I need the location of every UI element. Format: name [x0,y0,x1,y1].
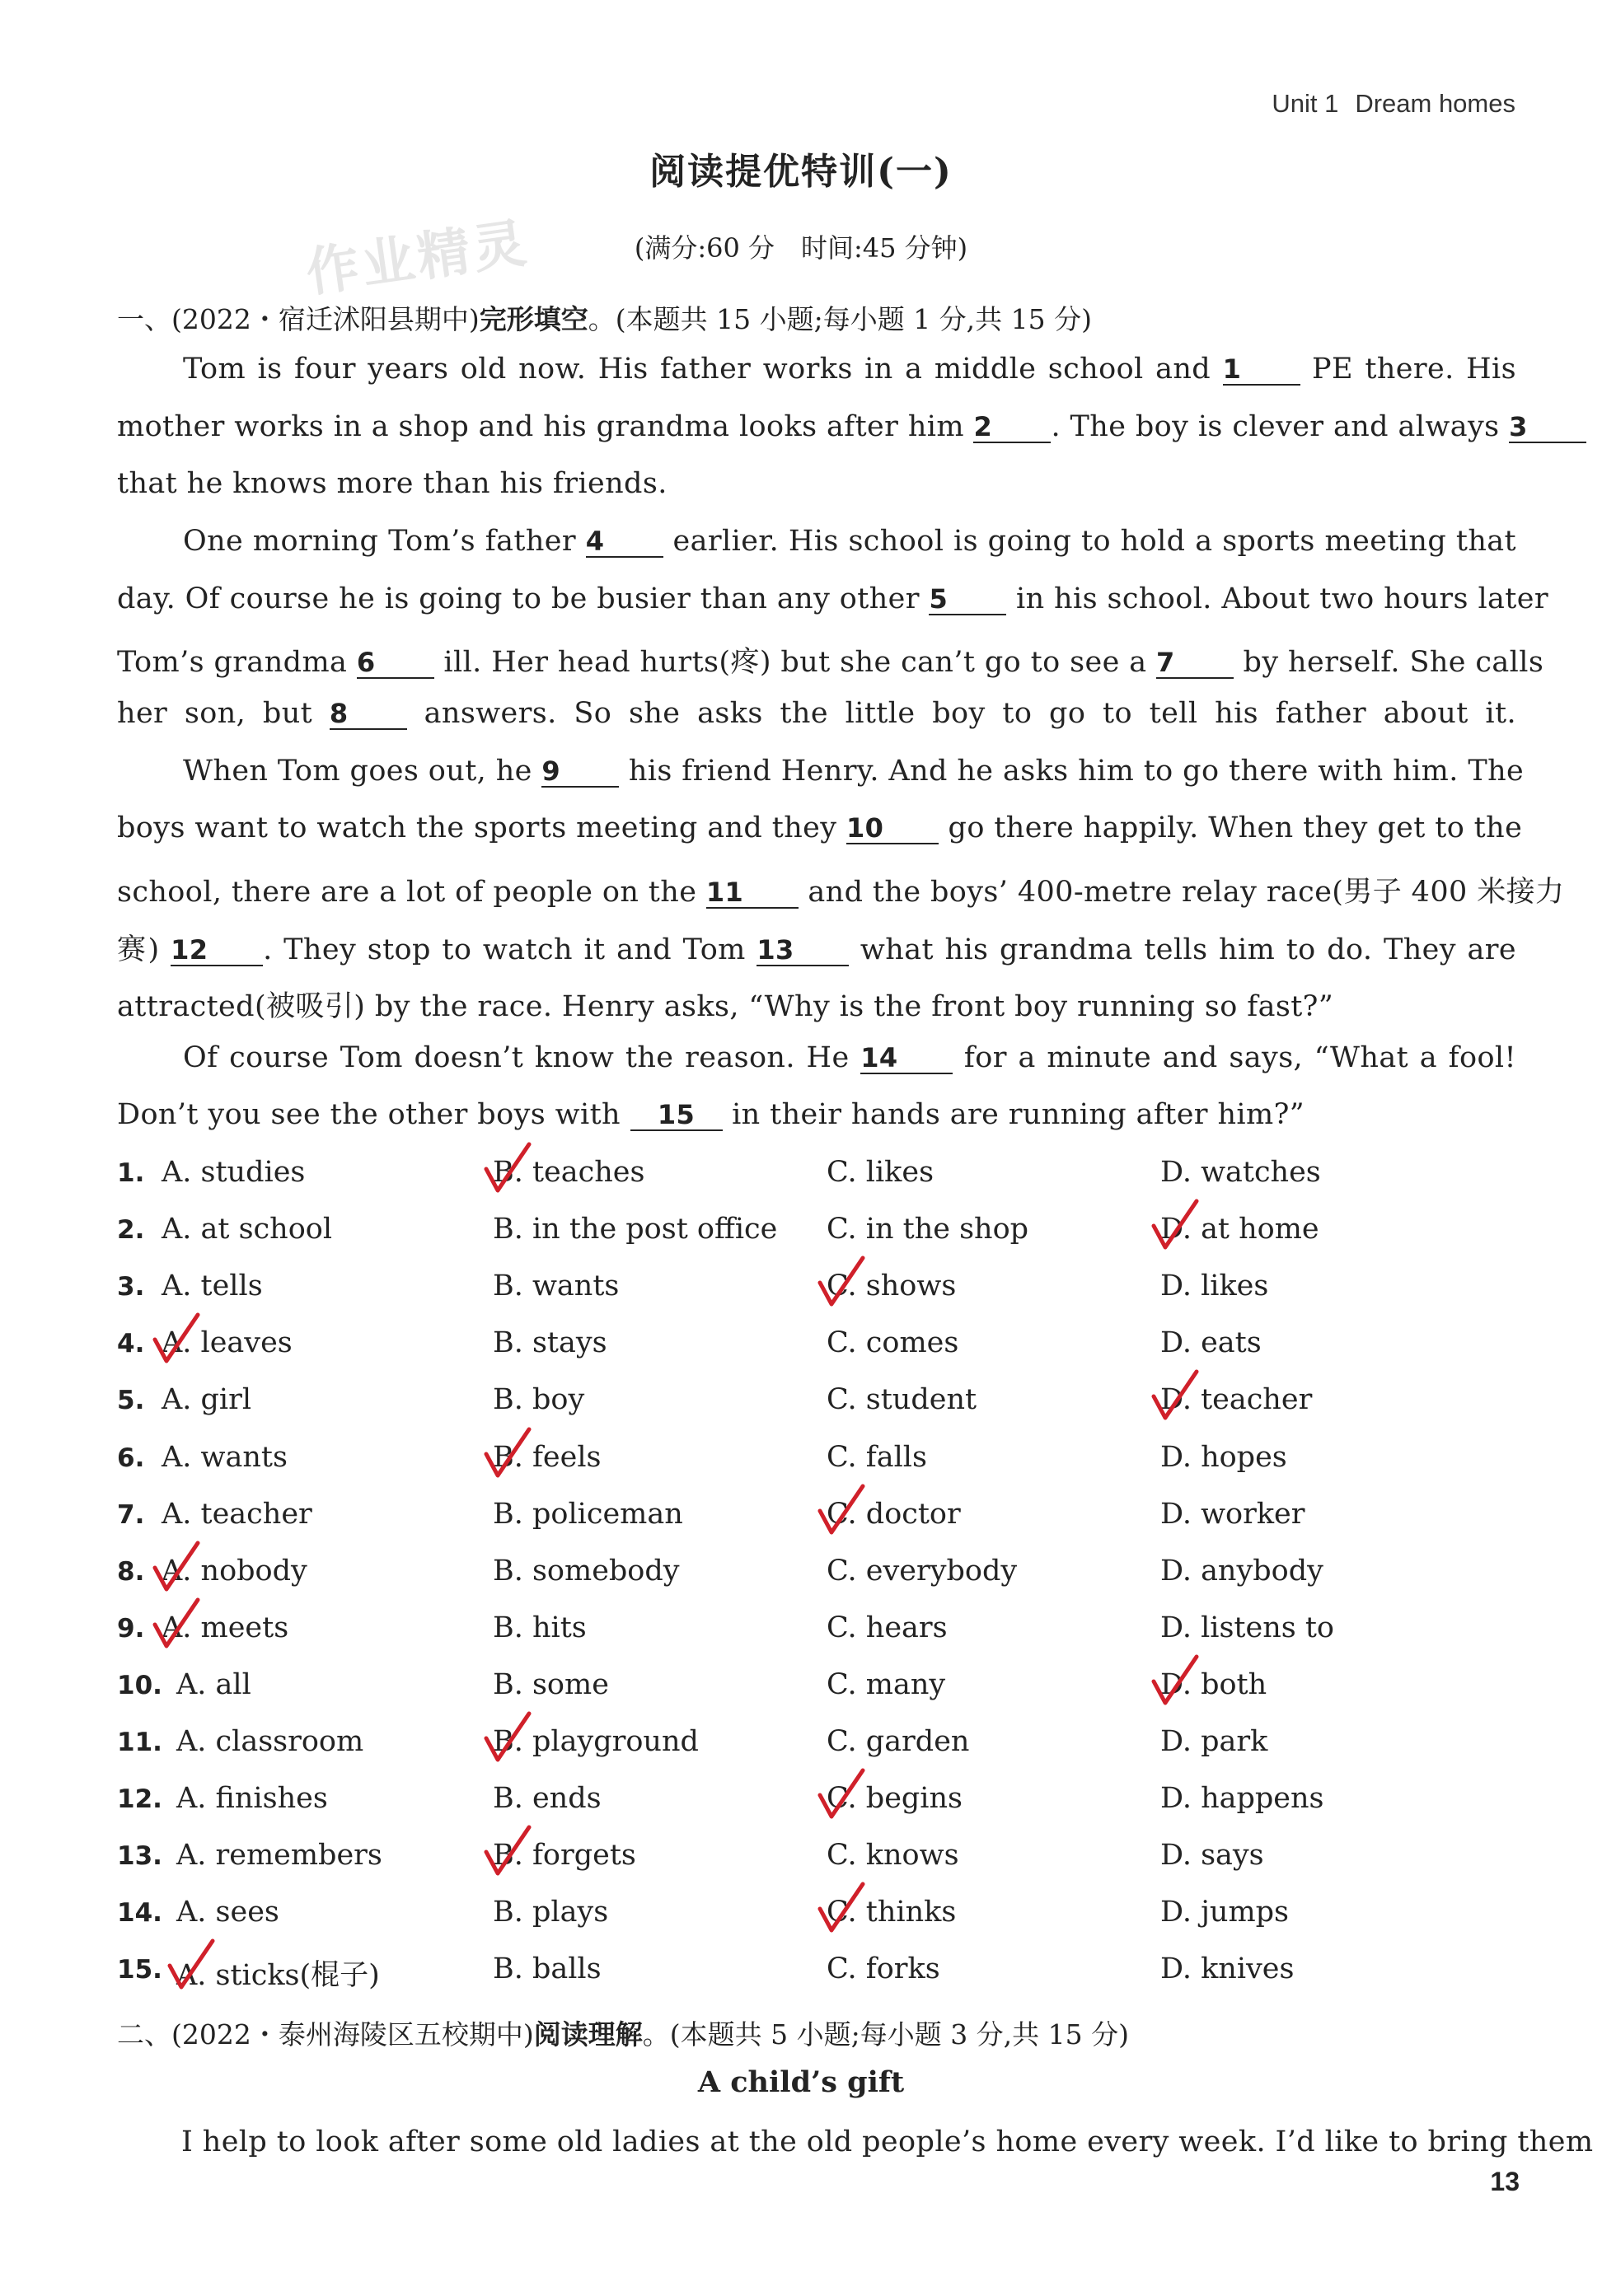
blank-6: 6 [357,649,434,679]
cloze-line-10: school, there are a lot of people on the 11 and the boys’ 400-metre relay race(男子 400 米接力 [117,876,1565,909]
option-8-c[interactable]: C. everybody [827,1555,1018,1588]
cloze-line-1: Tom is four years old now. His father works in a middle school and 1 PE there. His [183,353,1516,386]
story-line-1: I help to look after some old ladies at the old people’s home every week. I’d like to bring them [181,2125,1594,2158]
option-13-a[interactable]: A. remembers [176,1839,382,1872]
option-3-d[interactable]: D. likes [1160,1270,1269,1302]
section-1-rules: 。(本题共 15 小题;每小题 1 分,共 15 分) [588,303,1093,335]
score-time-info: (满分:60 分 时间:45 分钟) [634,232,968,264]
option-3-c[interactable]: C. shows [827,1270,957,1302]
option-10-a[interactable]: A. all [176,1668,251,1701]
option-number: 5. [117,1386,145,1415]
option-15-b[interactable]: B. balls [493,1952,602,1985]
option-number: 10. [117,1671,162,1700]
option-4-b[interactable]: B. stays [493,1326,607,1359]
option-number: 6. [117,1443,145,1473]
option-2-c[interactable]: C. in the shop [827,1213,1029,1246]
option-7-b[interactable]: B. policeman [493,1498,683,1531]
section-2-rules: 。(本题共 5 小题;每小题 3 分,共 15 分) [642,2018,1130,2051]
cloze-line-8: When Tom goes out, he 9 his friend Henry. And he asks him to go there with him. The [183,755,1525,788]
cloze-line-4: One morning Tom’s father 4 earlier. His school is going to hold a sports meeting that [183,525,1516,558]
option-1-b[interactable]: B. teaches [493,1156,645,1189]
page-number: 13 [1490,2167,1520,2196]
option-15-d[interactable]: D. knives [1160,1952,1295,1985]
blank-3: 3 [1509,414,1586,443]
section-1-heading [117,298,1092,337]
option-12-a[interactable]: A. finishes [176,1782,328,1815]
check-mark-icon [815,1881,868,1937]
option-5-d[interactable]: D. teacher [1160,1383,1313,1416]
blank-8: 8 [330,700,407,730]
option-6-b[interactable]: B. feels [493,1441,602,1474]
option-4-a[interactable]: A. leaves [162,1326,293,1359]
option-14-b[interactable]: B. plays [493,1896,609,1929]
option-number: 9. [117,1614,145,1644]
running-header [1272,89,1515,119]
option-3-b[interactable]: B. wants [493,1270,620,1302]
option-8-a[interactable]: A. nobody [162,1555,307,1588]
option-10-b[interactable]: B. some [493,1668,609,1701]
option-number: 13. [117,1841,162,1871]
check-mark-icon [815,1255,868,1311]
option-7-c[interactable]: C. doctor [827,1498,961,1531]
blank-1: 1 [1223,356,1300,386]
option-4-c[interactable]: C. comes [827,1326,959,1359]
option-2-a[interactable]: A. at school [162,1213,333,1246]
option-number: 8. [117,1557,145,1587]
check-mark-icon [481,1710,534,1766]
section-1-source: 一、(2022・宿迁沭阳县期中) [117,303,480,335]
cloze-line-13: Of course Tom doesn’t know the reason. He 14 for a minute and says, “What a fool! [183,1041,1516,1074]
cloze-line-14: Don’t you see the other boys with 15 in their hands are running after him?” [117,1098,1305,1131]
cloze-line-9: boys want to watch the sports meeting and they 10 go there happily. When they get to the [117,811,1523,844]
section-2-heading [117,2013,1129,2052]
check-mark-icon [481,1426,534,1482]
option-11-b[interactable]: B. playground [493,1725,699,1758]
option-11-c[interactable]: C. garden [827,1725,970,1758]
option-6-d[interactable]: D. hopes [1160,1441,1287,1474]
cloze-line-3: that he knows more than his friends. [117,467,668,500]
option-13-b[interactable]: B. forgets [493,1839,636,1872]
option-number: 11. [117,1728,162,1757]
check-mark-icon [1149,1198,1202,1254]
option-3-a[interactable]: A. tells [162,1270,263,1302]
check-mark-icon [815,1483,868,1539]
option-9-a[interactable]: A. meets [162,1611,289,1644]
section-2-source: 二、(2022・泰州海陵区五校期中) [117,2018,534,2051]
option-6-a[interactable]: A. wants [162,1441,288,1474]
check-mark-icon [481,1824,534,1880]
page-title: 阅读提优特训(一) [649,151,953,193]
option-9-d[interactable]: D. listens to [1160,1611,1334,1644]
cloze-line-5: day. Of course he is going to be busier than any other 5 in his school. About two hours later [117,582,1549,615]
blank-7: 7 [1156,649,1234,679]
check-mark-icon [1149,1368,1202,1424]
option-4-d[interactable]: D. eats [1160,1326,1262,1359]
option-7-d[interactable]: D. worker [1160,1498,1305,1531]
option-number: 1. [117,1158,145,1188]
option-12-d[interactable]: D. happens [1160,1782,1324,1815]
cloze-line-2: mother works in a shop and his grandma looks after him 2 . The boy is clever and always 3 [117,410,1516,443]
blank-13: 13 [756,937,849,966]
cloze-line-11: 赛) 12 . They stop to watch it and Tom 13 what his grandma tells him to do. They are [117,933,1517,966]
option-5-b[interactable]: B. boy [493,1383,585,1416]
cloze-line-7: her son, but 8 answers. So she asks the little boy to go to tell his father about it. [117,697,1517,730]
option-5-a[interactable]: A. girl [162,1383,252,1416]
option-11-a[interactable]: A. classroom [176,1725,364,1758]
option-1-a[interactable]: A. studies [162,1156,306,1189]
check-mark-icon [150,1312,203,1368]
cloze-line-12: attracted(被吸引) by the race. Henry asks, “Why is the front boy running so fast?” [117,990,1334,1023]
option-number: 14. [117,1898,162,1928]
check-mark-icon [481,1141,534,1197]
unit-label: Unit 1 [1272,89,1339,118]
blank-14: 14 [860,1045,953,1074]
option-number: 2. [117,1215,145,1245]
option-number: 7. [117,1500,145,1530]
blank-9: 9 [541,758,619,788]
option-10-d[interactable]: D. both [1160,1668,1267,1701]
option-9-b[interactable]: B. hits [493,1611,587,1644]
check-mark-icon [815,1767,868,1823]
check-mark-icon [150,1597,203,1653]
section-2-type: 阅读理解 [533,2018,643,2051]
section-1-type: 完形填空 [479,303,588,335]
option-6-c[interactable]: C. falls [827,1441,927,1474]
option-number: 3. [117,1272,145,1302]
option-number: 4. [117,1329,145,1358]
option-2-b[interactable]: B. in the post office [493,1213,778,1246]
option-14-a[interactable]: A. sees [176,1896,279,1929]
unit-topic: Dream homes [1355,89,1515,118]
option-12-b[interactable]: B. ends [493,1782,602,1815]
option-1-d[interactable]: D. watches [1160,1156,1321,1189]
option-12-c[interactable]: C. begins [827,1782,963,1815]
blank-5: 5 [929,586,1006,615]
option-5-c[interactable]: C. student [827,1383,977,1416]
check-mark-icon [1149,1653,1202,1709]
option-1-c[interactable]: C. likes [827,1156,934,1189]
blank-2: 2 [973,414,1051,443]
option-number: 15. [117,1955,162,1985]
watermark-logo: 作业精灵 [302,212,533,305]
story-title: A child’s gift [697,2065,905,2099]
option-9-c[interactable]: C. hears [827,1611,948,1644]
blank-11: 11 [706,879,799,909]
check-mark-icon [165,1938,218,1994]
option-15-a[interactable]: A. sticks(棍子) [176,1959,380,1992]
option-10-c[interactable]: C. many [827,1668,946,1701]
option-15-c[interactable]: C. forks [827,1952,940,1985]
option-2-d[interactable]: D. at home [1160,1213,1319,1246]
option-8-b[interactable]: B. somebody [493,1555,680,1588]
check-mark-icon [150,1540,203,1596]
option-8-d[interactable]: D. anybody [1160,1555,1323,1588]
option-14-d[interactable]: D. jumps [1160,1896,1290,1929]
blank-4: 4 [586,528,663,558]
option-14-c[interactable]: C. thinks [827,1896,957,1929]
blank-12: 12 [171,937,263,966]
cloze-line-6: Tom’s grandma 6 ill. Her head hurts(疼) but she can’t go to see a 7 by herself. She calls [117,646,1544,679]
option-7-a[interactable]: A. teacher [162,1498,312,1531]
option-13-c[interactable]: C. knows [827,1839,959,1872]
blank-10: 10 [846,815,939,844]
option-number: 12. [117,1784,162,1814]
option-13-d[interactable]: D. says [1160,1839,1264,1872]
blank-15: 15 [630,1101,723,1131]
option-11-d[interactable]: D. park [1160,1725,1268,1758]
